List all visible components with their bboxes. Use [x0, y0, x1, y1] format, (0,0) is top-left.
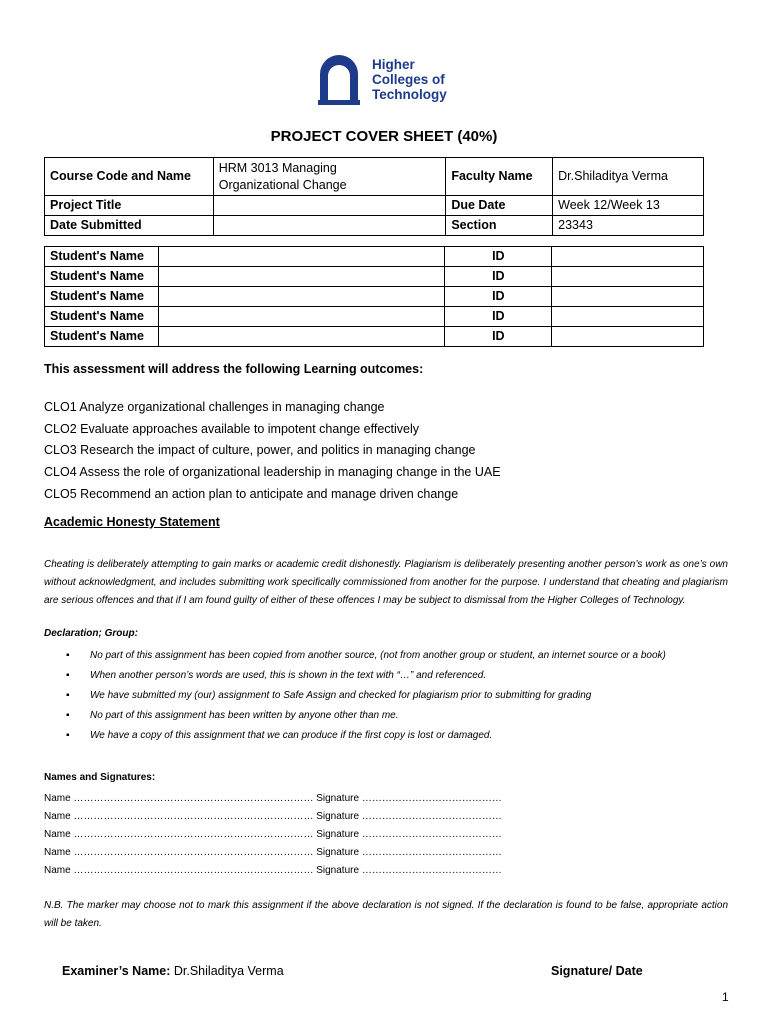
table-row — [45, 247, 704, 267]
list-item: CLO3 Research the impact of culture, power, and politics in managing change — [44, 443, 476, 458]
list-item: ▪ We have a copy of this assignment that we can produce if the first copy is lost or damaged. — [44, 727, 728, 745]
list-item: ▪ No part of this assignment has been copied from another source, (not from another group or student, an internet source or a book) — [44, 647, 728, 665]
list-item: ▪ When another person’s words are used, this is shown in the text with “…” and referenced. — [44, 667, 728, 685]
names-signatures-heading: Names and Signatures: — [44, 772, 156, 783]
student-id-field[interactable] — [552, 307, 704, 327]
project-title-label: Project Title — [45, 196, 214, 216]
list-item: CLO4 Assess the role of organizational leadership in managing change in the UAE — [44, 465, 501, 480]
examiner-value: Dr.Shiladitya Verma — [173, 964, 284, 978]
course-info-table — [44, 157, 704, 236]
declaration-bullets — [44, 647, 728, 747]
page-title: PROJECT COVER SHEET (40%) — [270, 128, 498, 145]
date-submitted-field[interactable] — [213, 216, 446, 236]
signature-date-label: Signature/ Date — [551, 964, 643, 978]
signature-line[interactable]: Name ……………………………………………………………… Signature …………………………………… — [44, 811, 502, 822]
student-name-field[interactable] — [158, 287, 444, 307]
signature-lines — [44, 790, 502, 880]
honesty-paragraph: Cheating is deliberately attempting to gain marks or academic credit dishonestly. Plagiarism is deliberately presenting another person’s work as one’s own without acknowledgment, and includes submitting work specifically commissioned from another for the purpose. I understand that cheating and plagiarism are serious offences and that if I am found guilty of either of these offences I may be subject to dismissal from the Higher Colleges of Technology. — [44, 559, 728, 606]
student-name-field[interactable] — [158, 307, 444, 327]
logo-line-3: Technology — [372, 86, 447, 102]
student-name-field[interactable] — [158, 327, 444, 347]
examiner-label: Examiner’s Name: — [62, 964, 171, 978]
list-item: CLO2 Evaluate approaches available to impotent change effectively — [44, 421, 420, 436]
due-date-value[interactable]: Week 12/Week 13 — [553, 196, 704, 216]
table-row — [45, 216, 704, 236]
list-item: CLO1 Analyze organizational challenges in managing change — [44, 400, 385, 414]
list-item: ▪ We have submitted my (our) assignment to Safe Assign and checked for plagiarism prior to submitting for grading — [44, 687, 728, 705]
student-id-field[interactable] — [552, 287, 704, 307]
project-title-field[interactable] — [213, 196, 446, 216]
signature-line[interactable]: Name ……………………………………………………………… Signature …………………………………… — [44, 793, 502, 804]
table-row — [45, 307, 704, 327]
learning-outcomes-list — [44, 397, 501, 505]
signature-line[interactable]: Name ……………………………………………………………… Signature …………………………………… — [44, 829, 502, 840]
student-id-field[interactable] — [552, 327, 704, 347]
table-row — [45, 196, 704, 216]
students-table — [44, 246, 704, 347]
student-id-label: ID — [445, 247, 552, 267]
student-id-label: ID — [445, 287, 552, 307]
student-name-label: Student's Name — [45, 307, 159, 327]
examiner-name — [62, 964, 284, 978]
student-name-label: Student's Name — [45, 327, 159, 347]
arch-logo-icon — [316, 52, 362, 106]
student-name-label: Student's Name — [45, 267, 159, 287]
list-item: ▪ No part of this assignment has been written by anyone other than me. — [44, 707, 728, 725]
due-date-label: Due Date — [446, 196, 553, 216]
hct-logo — [316, 52, 447, 106]
declaration-label: Declaration; Group: — [44, 628, 138, 639]
student-name-label: Student's Name — [45, 247, 159, 267]
learning-outcomes-heading: This assessment will address the following Learning outcomes: — [44, 362, 424, 376]
faculty-label: Faculty Name — [446, 158, 553, 196]
section-value[interactable]: 23343 — [553, 216, 704, 236]
course-value-line-2: Organizational Change — [218, 177, 347, 192]
logo-wordmark — [372, 57, 447, 102]
student-name-field[interactable] — [158, 267, 444, 287]
student-id-label: ID — [445, 327, 552, 347]
logo-line-1: Higher — [372, 56, 415, 72]
page-number: 1 — [722, 990, 729, 1004]
signature-line[interactable]: Name ……………………………………………………………… Signature …………………………………… — [44, 865, 502, 876]
course-label: Course Code and Name — [45, 158, 214, 196]
student-name-field[interactable] — [158, 247, 444, 267]
nb-note: N.B. The marker may choose not to mark this assignment if the above declaration is not signed. If the declaration is found to be false, appropriate action will be taken. — [44, 900, 728, 929]
table-row — [45, 267, 704, 287]
student-id-label: ID — [445, 267, 552, 287]
logo-line-2: Colleges of — [372, 71, 445, 87]
signature-line[interactable]: Name ……………………………………………………………… Signature …………………………………… — [44, 847, 502, 858]
date-submitted-label: Date Submitted — [45, 216, 214, 236]
student-id-label: ID — [445, 307, 552, 327]
list-item: CLO5 Recommend an action plan to anticipate and manage driven change — [44, 486, 459, 501]
table-row — [45, 158, 704, 196]
course-value-line-1: HRM 3013 Managing — [218, 160, 337, 175]
faculty-value[interactable]: Dr.Shiladitya Verma — [553, 158, 704, 196]
student-name-label: Student's Name — [45, 287, 159, 307]
student-id-field[interactable] — [552, 247, 704, 267]
section-label: Section — [446, 216, 553, 236]
academic-honesty-heading: Academic Honesty Statement — [44, 515, 220, 529]
student-id-field[interactable] — [552, 267, 704, 287]
table-row — [45, 287, 704, 307]
course-value-cell[interactable] — [213, 158, 446, 196]
table-row — [45, 327, 704, 347]
